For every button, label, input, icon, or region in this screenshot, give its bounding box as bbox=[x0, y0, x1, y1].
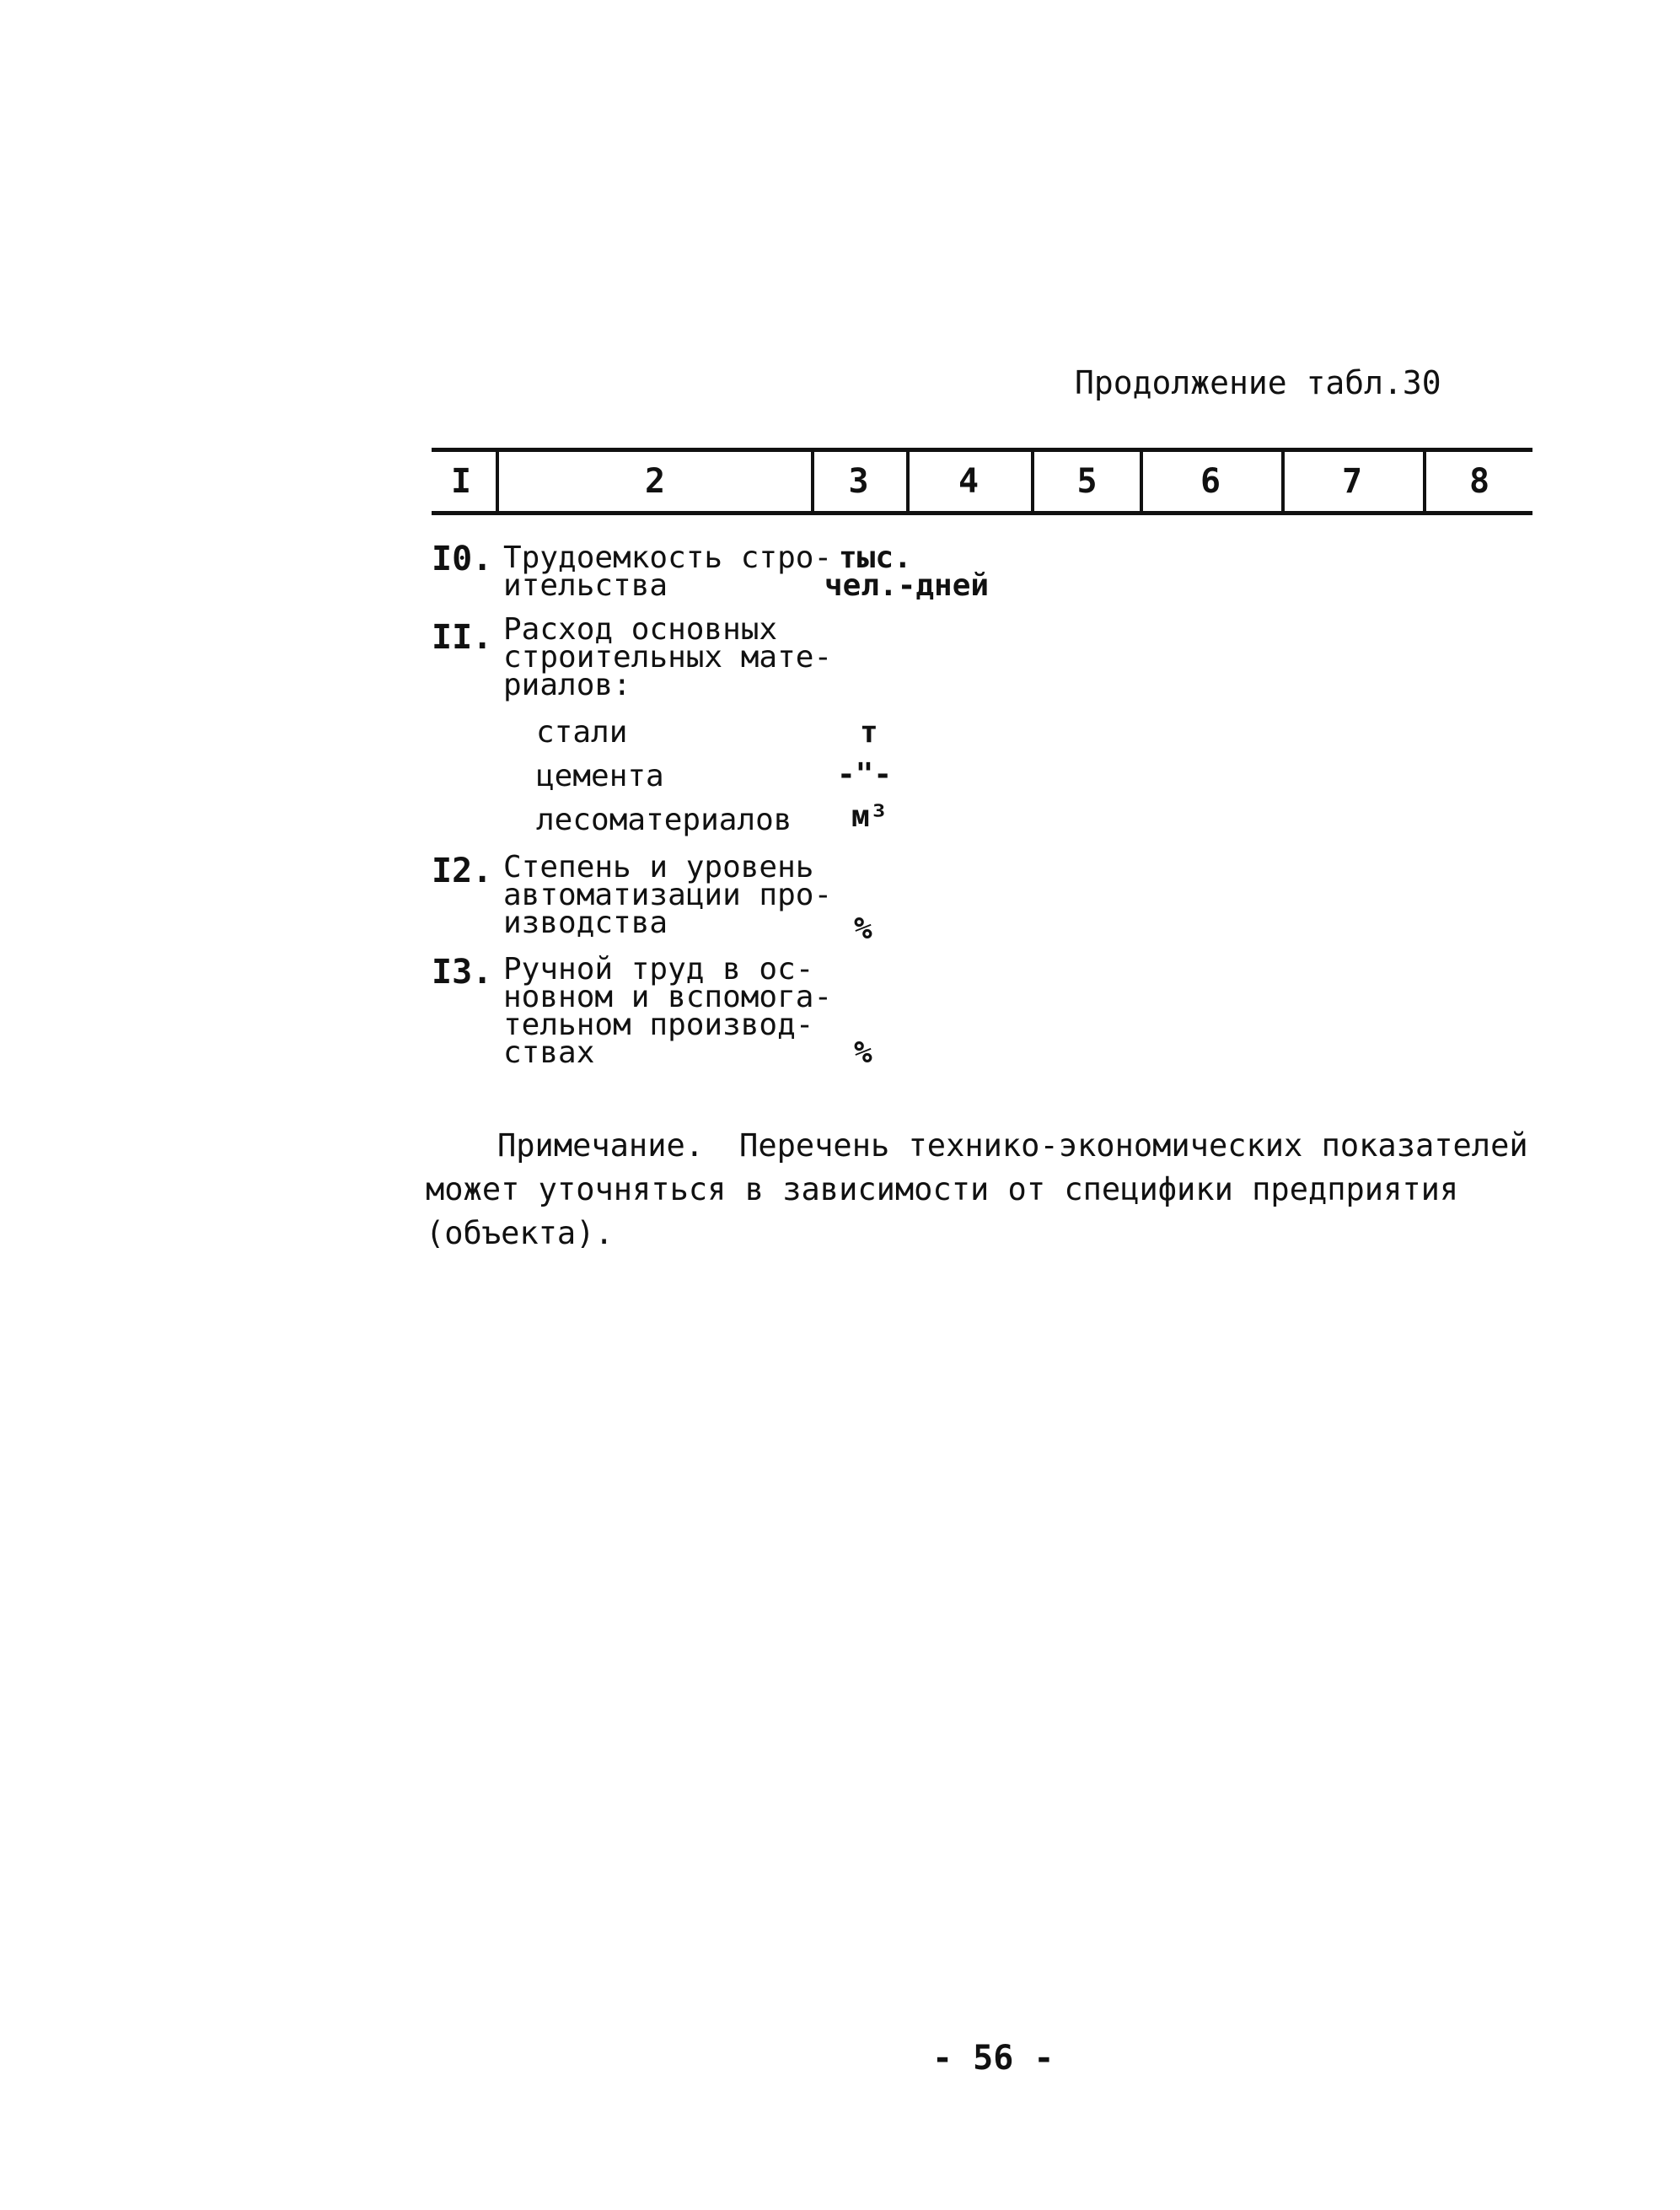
table-note bbox=[426, 1124, 1534, 1256]
row-unit: % bbox=[854, 1035, 872, 1070]
row-number: I0. bbox=[432, 540, 493, 578]
header-top-rule bbox=[432, 448, 1532, 452]
row-unit: тыс. bbox=[839, 540, 912, 575]
header-col-1: I bbox=[450, 462, 472, 501]
row-number: II. bbox=[432, 618, 493, 657]
sub-item-label: стали bbox=[536, 715, 628, 750]
header-col-2: 2 bbox=[644, 462, 666, 501]
sub-item-unit: т bbox=[860, 715, 878, 750]
sub-item-label: лесоматериалов bbox=[536, 803, 792, 837]
sub-item-unit: м³ bbox=[851, 799, 888, 834]
header-col-5: 5 bbox=[1076, 462, 1098, 501]
note-label: Примечание. bbox=[497, 1127, 705, 1164]
table-caption: Продолжение табл.30 bbox=[1075, 364, 1441, 401]
row-label: Ручной труд в ос- новном и вспомога- тельном производ- ствах bbox=[503, 952, 833, 1070]
row-number: I2. bbox=[432, 852, 493, 890]
header-col-7: 7 bbox=[1341, 462, 1363, 501]
header-col-8: 8 bbox=[1468, 462, 1490, 501]
row-label: Трудоемкость стро- ительства bbox=[503, 540, 833, 603]
sub-item-label: цемента bbox=[536, 759, 664, 793]
row-label: Расход основных строительных мате- риалов: bbox=[503, 612, 833, 702]
header-col-3: 3 bbox=[848, 462, 869, 501]
row-label: Степень и уровень автоматизации про- изводства bbox=[503, 850, 833, 940]
header-bottom-rule bbox=[432, 511, 1532, 515]
note-text: Перечень технико-экономических показателей может уточняться в зависимости от специфики предприятия (объекта). bbox=[426, 1127, 1528, 1251]
row-unit: чел.-дней bbox=[824, 568, 990, 603]
header-col-4: 4 bbox=[958, 462, 980, 501]
row-number: I3. bbox=[432, 953, 493, 992]
header-col-6: 6 bbox=[1200, 462, 1221, 501]
page-number: - 56 - bbox=[932, 2039, 1055, 2078]
row-unit: % bbox=[854, 911, 872, 946]
sub-item-unit: -"- bbox=[837, 757, 893, 792]
